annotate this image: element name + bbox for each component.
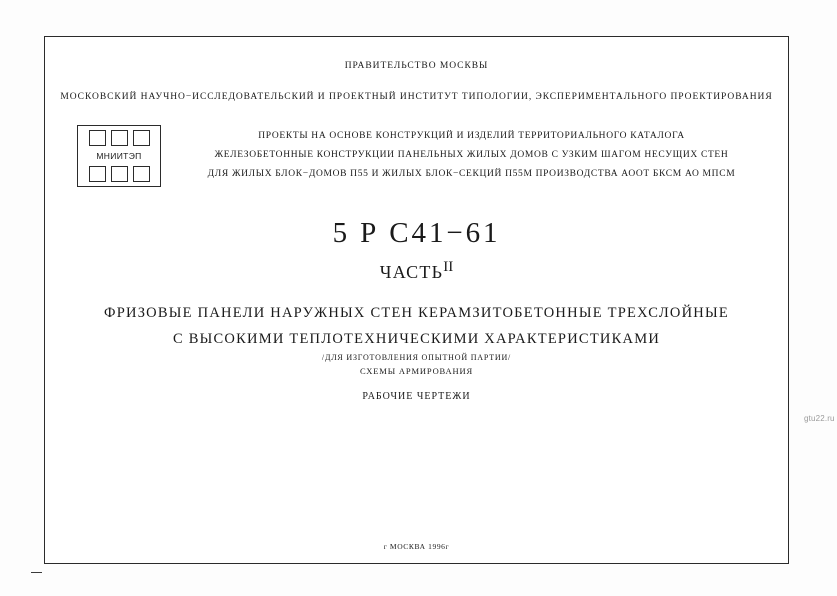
corner-tick-mark [31, 572, 42, 573]
document-title-line-1: ФРИЗОВЫЕ ПАНЕЛИ НАРУЖНЫХ СТЕН КЕРАМЗИТОБЕТОННЫЕ ТРЕХСЛОЙНЫЕ [104, 305, 729, 321]
logo-square-icon [111, 166, 128, 182]
city-year-line: г МОСКВА 1996г [383, 542, 450, 551]
title-block-content [45, 37, 788, 563]
logo-square-icon [111, 130, 128, 146]
document-code: 5 Р С41−61 [332, 217, 501, 249]
logo-label: МНИИТЭП [96, 151, 142, 161]
logo-square-icon [133, 130, 150, 146]
part-number: II [443, 259, 454, 275]
document-subtitle-1: /ДЛЯ ИЗГОТОВЛЕНИЯ ОПЫТНОЙ ПАРТИИ/ [321, 353, 512, 362]
catalog-line-2: ЖЕЛЕЗОБЕТОННЫЕ КОНСТРУКЦИИ ПАНЕЛЬНЫХ ЖИЛЫХ ДОМОВ С УЗКИМ ШАГОМ НЕСУЩИХ СТЕН [214, 150, 729, 160]
mniitep-logo [77, 125, 161, 187]
logo-square-icon [89, 130, 106, 146]
logo-square-icon [89, 166, 106, 182]
drawing-frame [44, 36, 789, 564]
working-drawings-label: РАБОЧИЕ ЧЕРТЕЖИ [362, 391, 471, 402]
logo-squares-top-row [89, 130, 150, 146]
institute-line: МОСКОВСКИЙ НАУЧНО−ИССЛЕДОВАТЕЛЬСКИЙ И ПРОЕКТНЫЙ ИНСТИТУТ ТИПОЛОГИИ, ЭКСПЕРИМЕНТАЛЬНОГО ПРОЕКТИРОВАНИЯ [60, 92, 773, 102]
logo-squares-bottom-row [89, 166, 150, 182]
document-title-line-2: С ВЫСОКИМИ ТЕПЛОТЕХНИЧЕСКИМИ ХАРАКТЕРИСТИКАМИ [172, 331, 661, 347]
government-line: ПРАВИТЕЛЬСТВО МОСКВЫ [344, 61, 489, 71]
catalog-line-1: ПРОЕКТЫ НА ОСНОВЕ КОНСТРУКЦИЙ И ИЗДЕЛИЙ ТЕРРИТОРИАЛЬНОГО КАТАЛОГА [258, 131, 685, 141]
part-designation [45, 259, 788, 283]
part-label: ЧАСТЬ [379, 262, 444, 282]
watermark-text: gtu22.ru [804, 414, 835, 423]
document-subtitle-2: СХЕМЫ АРМИРОВАНИЯ [359, 366, 474, 376]
logo-square-icon [133, 166, 150, 182]
catalog-line-3: ДЛЯ ЖИЛЫХ БЛОК−ДОМОВ П55 И ЖИЛЫХ БЛОК−СЕКЦИЙ П55М ПРОИЗВОДСТВА АООТ БКСМ АО МПСМ [207, 169, 736, 179]
